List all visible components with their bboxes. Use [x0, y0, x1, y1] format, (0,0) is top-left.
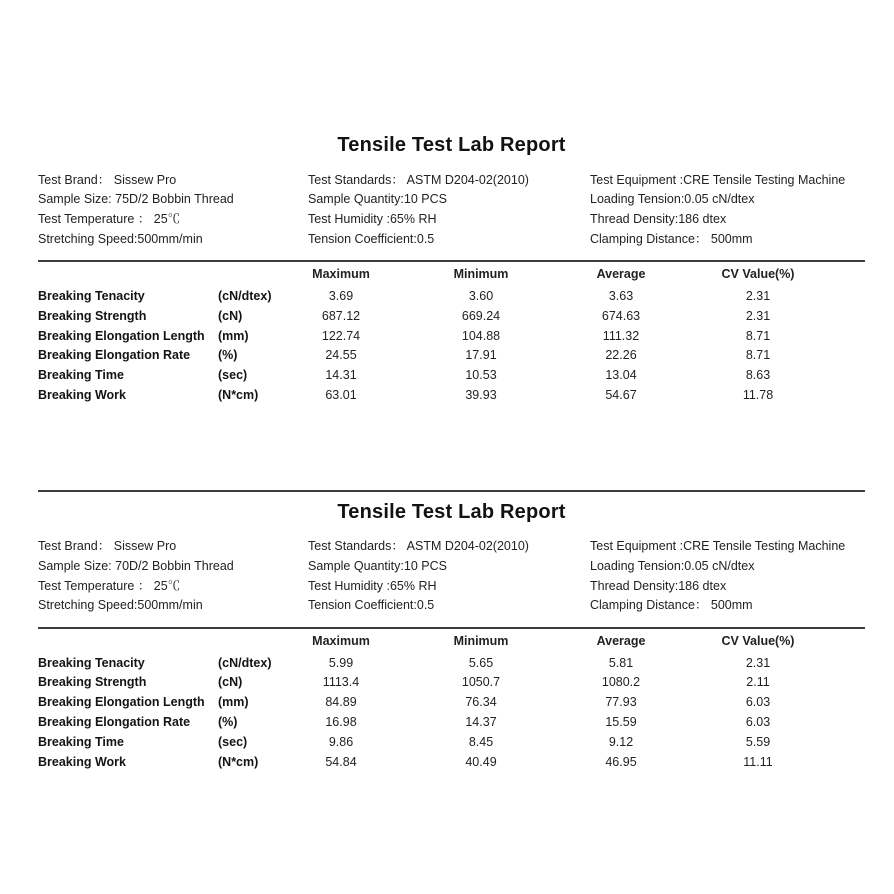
info-line-test-humidity: Test Humidity :65% RH [308, 211, 437, 226]
info-line-test-temperature: Test Temperature ： 25℃ [38, 578, 181, 593]
cell-average: 1080.2 [601, 675, 641, 690]
info-line-thread-density: Thread Density:186 dtex [590, 578, 727, 593]
report-section-2 [38, 490, 865, 772]
info-line-thread-density: Thread Density:186 dtex [590, 211, 727, 226]
info-column-2 [308, 171, 590, 249]
table-row [38, 732, 825, 752]
table-row [38, 326, 825, 346]
cell-minimum: 1050.7 [461, 675, 501, 690]
row-label: Breaking Elongation Rate [38, 348, 191, 363]
row-unit: (%) [218, 715, 238, 730]
column-header-cv-value: CV Value(%) [721, 633, 795, 648]
info-line-sample-quantity: Sample Quantity:10 PCS [308, 192, 447, 207]
row-label: Breaking Work [38, 754, 126, 769]
info-line-test-brand: Test Brand： Sissew Pro [38, 539, 177, 554]
cell-minimum: 5.65 [468, 655, 494, 670]
table-row [38, 752, 825, 772]
column-header-empty-label [38, 629, 218, 653]
column-header-average: Average [596, 633, 646, 648]
cell-maximum: 687.12 [321, 308, 361, 323]
info-column-3 [590, 171, 865, 249]
table-row [38, 385, 825, 405]
cell-cv: 8.71 [745, 348, 771, 363]
row-unit: (sec) [218, 368, 248, 383]
info-line-sample-quantity: Sample Quantity:10 PCS [308, 558, 447, 573]
row-unit: (sec) [218, 734, 248, 749]
cell-maximum: 63.01 [325, 388, 357, 403]
page-title: Tensile Test Lab Report [337, 134, 566, 157]
cell-maximum: 9.86 [328, 734, 354, 749]
test-info-grid [38, 537, 865, 615]
cell-average: 9.12 [608, 734, 634, 749]
cell-average: 54.67 [605, 388, 637, 403]
cell-maximum: 3.69 [328, 289, 354, 304]
info-line-test-brand: Test Brand： Sissew Pro [38, 172, 177, 187]
row-unit: (cN) [218, 675, 243, 690]
table-row [38, 365, 825, 385]
info-line-test-humidity: Test Humidity :65% RH [308, 578, 437, 593]
cell-minimum: 104.88 [461, 328, 501, 343]
row-label: Breaking Strength [38, 675, 147, 690]
info-line-test-equipment: Test Equipment :CRE Tensile Testing Machine [590, 172, 846, 187]
cell-cv: 2.31 [745, 655, 771, 670]
row-label: Breaking Time [38, 734, 124, 749]
report-section-1 [38, 120, 865, 405]
cell-minimum: 40.49 [465, 754, 497, 769]
table-row [38, 653, 825, 673]
cell-cv: 2.31 [745, 289, 771, 304]
info-line-sample-size: Sample Size: 70D/2 Bobbin Thread [38, 558, 234, 573]
cell-average: 46.95 [605, 754, 637, 769]
cell-minimum: 3.60 [468, 289, 494, 304]
column-header-maximum: Maximum [312, 267, 370, 282]
cell-average: 22.26 [605, 348, 637, 363]
cell-cv: 2.11 [746, 675, 770, 690]
cell-cv: 6.03 [745, 695, 771, 710]
row-label: Breaking Work [38, 388, 126, 403]
row-label: Breaking Tenacity [38, 655, 145, 670]
cell-maximum: 5.99 [328, 655, 354, 670]
info-line-test-equipment: Test Equipment :CRE Tensile Testing Machine [590, 539, 846, 554]
cell-minimum: 76.34 [465, 695, 497, 710]
row-unit: (N*cm) [218, 388, 259, 403]
cell-maximum: 14.31 [325, 368, 357, 383]
cell-maximum: 84.89 [325, 695, 357, 710]
info-column-1 [38, 171, 308, 249]
table-header-row [38, 629, 825, 653]
info-column-1 [38, 537, 308, 615]
table-row [38, 306, 825, 326]
cell-maximum: 122.74 [321, 328, 361, 343]
cell-cv: 11.11 [743, 754, 773, 769]
table-row [38, 673, 825, 693]
cell-average: 111.32 [602, 328, 640, 343]
cell-cv: 11.78 [742, 388, 774, 403]
results-table [38, 629, 825, 772]
column-header-minimum: Minimum [453, 633, 509, 648]
cell-cv: 2.31 [745, 308, 771, 323]
info-line-tension-coefficient: Tension Coefficient:0.5 [308, 231, 435, 246]
cell-average: 13.04 [605, 368, 637, 383]
info-line-sample-size: Sample Size: 75D/2 Bobbin Thread [38, 192, 234, 207]
info-line-clamping-distance: Clamping Distance： 500mm [590, 598, 753, 613]
row-unit: (mm) [218, 695, 249, 710]
results-table [38, 262, 825, 405]
info-line-loading-tension: Loading Tension:0.05 cN/dtex [590, 558, 755, 573]
column-header-empty-unit [218, 262, 271, 286]
column-header-cv-value: CV Value(%) [721, 267, 795, 282]
table-row [38, 712, 825, 732]
cell-maximum: 54.84 [325, 754, 357, 769]
row-label: Breaking Elongation Length [38, 328, 205, 343]
row-unit: (N*cm) [218, 754, 259, 769]
cell-minimum: 10.53 [465, 368, 497, 383]
row-unit: (mm) [218, 328, 249, 343]
info-line-test-standards: Test Standards： ASTM D204-02(2010) [308, 539, 529, 554]
cell-cv: 5.59 [745, 734, 771, 749]
cell-minimum: 14.37 [465, 715, 497, 730]
row-unit: (%) [218, 348, 238, 363]
info-line-stretching-speed: Stretching Speed:500mm/min [38, 231, 203, 246]
row-label: Breaking Elongation Rate [38, 715, 191, 730]
row-label: Breaking Tenacity [38, 289, 145, 304]
cell-minimum: 39.93 [465, 388, 497, 403]
cell-average: 5.81 [608, 655, 634, 670]
test-info-grid [38, 171, 865, 249]
row-label: Breaking Elongation Length [38, 695, 205, 710]
row-label: Breaking Time [38, 368, 124, 383]
info-line-stretching-speed: Stretching Speed:500mm/min [38, 598, 203, 613]
column-header-empty-label [38, 262, 218, 286]
cell-maximum: 24.55 [325, 348, 357, 363]
cell-average: 674.63 [601, 308, 641, 323]
row-unit: (cN) [218, 308, 243, 323]
table-row [38, 692, 825, 712]
cell-minimum: 17.91 [465, 348, 497, 363]
page-title: Tensile Test Lab Report [337, 501, 566, 523]
row-unit: (cN/dtex) [218, 655, 272, 670]
info-line-test-standards: Test Standards： ASTM D204-02(2010) [308, 172, 529, 187]
column-header-minimum: Minimum [453, 267, 509, 282]
cell-maximum: 1113.4 [322, 675, 360, 690]
row-unit: (cN/dtex) [218, 289, 272, 304]
table-header-row [38, 262, 825, 286]
column-header-empty-unit [218, 629, 271, 653]
table-row [38, 286, 825, 306]
cell-minimum: 669.24 [461, 308, 501, 323]
cell-average: 3.63 [608, 289, 634, 304]
cell-maximum: 16.98 [325, 715, 357, 730]
column-header-maximum: Maximum [312, 633, 370, 648]
cell-minimum: 8.45 [468, 734, 494, 749]
column-header-average: Average [596, 267, 646, 282]
info-column-3 [590, 537, 865, 615]
info-line-loading-tension: Loading Tension:0.05 cN/dtex [590, 192, 755, 207]
cell-average: 77.93 [605, 695, 637, 710]
cell-average: 15.59 [605, 715, 637, 730]
table-row [38, 346, 825, 366]
info-column-2 [308, 537, 590, 615]
row-label: Breaking Strength [38, 308, 147, 323]
info-line-test-temperature: Test Temperature ： 25℃ [38, 211, 181, 226]
info-line-clamping-distance: Clamping Distance： 500mm [590, 231, 753, 246]
cell-cv: 6.03 [745, 715, 771, 730]
cell-cv: 8.71 [745, 328, 771, 343]
cell-cv: 8.63 [745, 368, 771, 383]
info-line-tension-coefficient: Tension Coefficient:0.5 [308, 598, 435, 613]
